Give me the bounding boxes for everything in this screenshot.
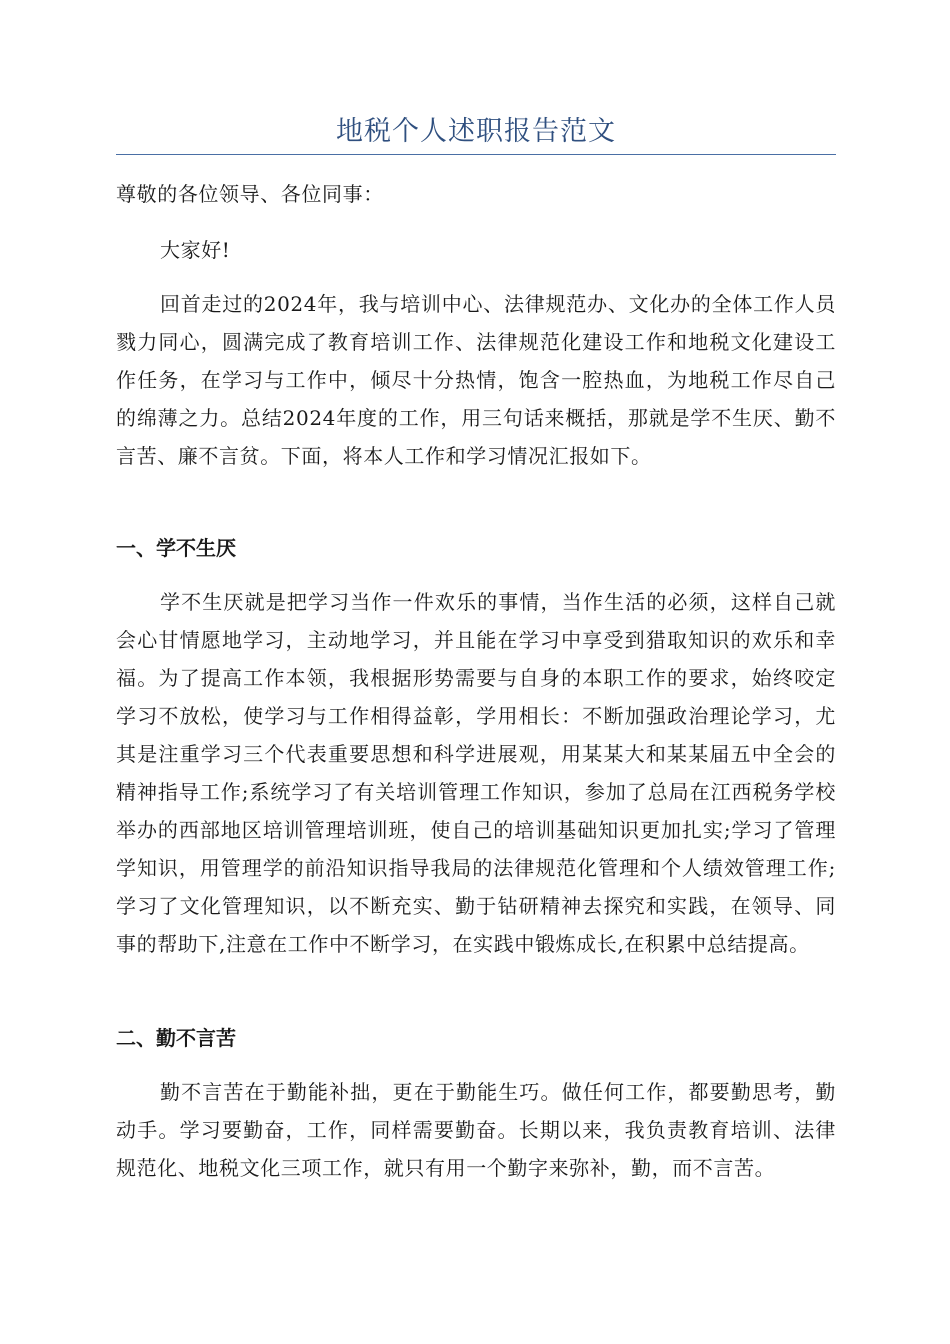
intro-paragraph: 回首走过的2024年，我与培训中心、法律规范办、文化办的全体工作人员戮力同心，圆满完成了教育培训工作、法律规范化建设工作和地税文化建设工作任务，在学习与工作中，倾尽十分热情，饱含一腔热血，为地税工作尽自己的绵薄之力。总结2024年度的工作，用三句话来概括，那就是学不生厌、勤不言苦、廉不言贫。下面，将本人工作和学习情况汇报如下。 [116,292,836,468]
document-title: 地税个人述职报告范文 [336,116,616,147]
salutation: 尊敬的各位领导、各位同事： [116,182,384,206]
section-body-2: 勤不言苦在于勤能补拙，更在于勤能生巧。做任何工作，都要勤思考，勤动手。学习要勤奋，工作，同样需要勤奋。长期以来，我负责教育培训、法律规范化、地税文化三项工作，就只有用一个勤字来弥补，勤，而不言苦。 [116,1080,836,1180]
section-heading-1: 一、学不生厌 [116,536,236,560]
section-heading-2: 二、勤不言苦 [116,1026,236,1050]
title-divider [116,154,836,155]
section-body-1: 学不生厌就是把学习当作一件欢乐的事情，当作生活的必须，这样自己就会心甘情愿地学习，主动地学习，并且能在学习中享受到猎取知识的欢乐和幸福。为了提高工作本领，我根据形势需要与自身的本职工作的要求，始终咬定学习不放松，使学习与工作相得益彰，学用相长：不断加强政治理论学习，尤其是注重学习三个代表重要思想和科学进展观，用某某大和某某届五中全会的精神指导工作;系统学习了有关培训管理工作知识，参加了总局在江西税务学校举办的西部地区培训管理培训班，使自己的培训基础知识更加扎实;学习了管理学知识，用管理学的前沿知识指导我局的法律规范化管理和个人绩效管理工作;学习了文化管理知识，以不断充实、勤于钻研精神去探究和实践，在领导、同事的帮助下,注意在工作中不断学习，在实践中锻炼成长,在积累中总结提高。 [116,590,836,956]
greeting: 大家好! [160,238,231,262]
